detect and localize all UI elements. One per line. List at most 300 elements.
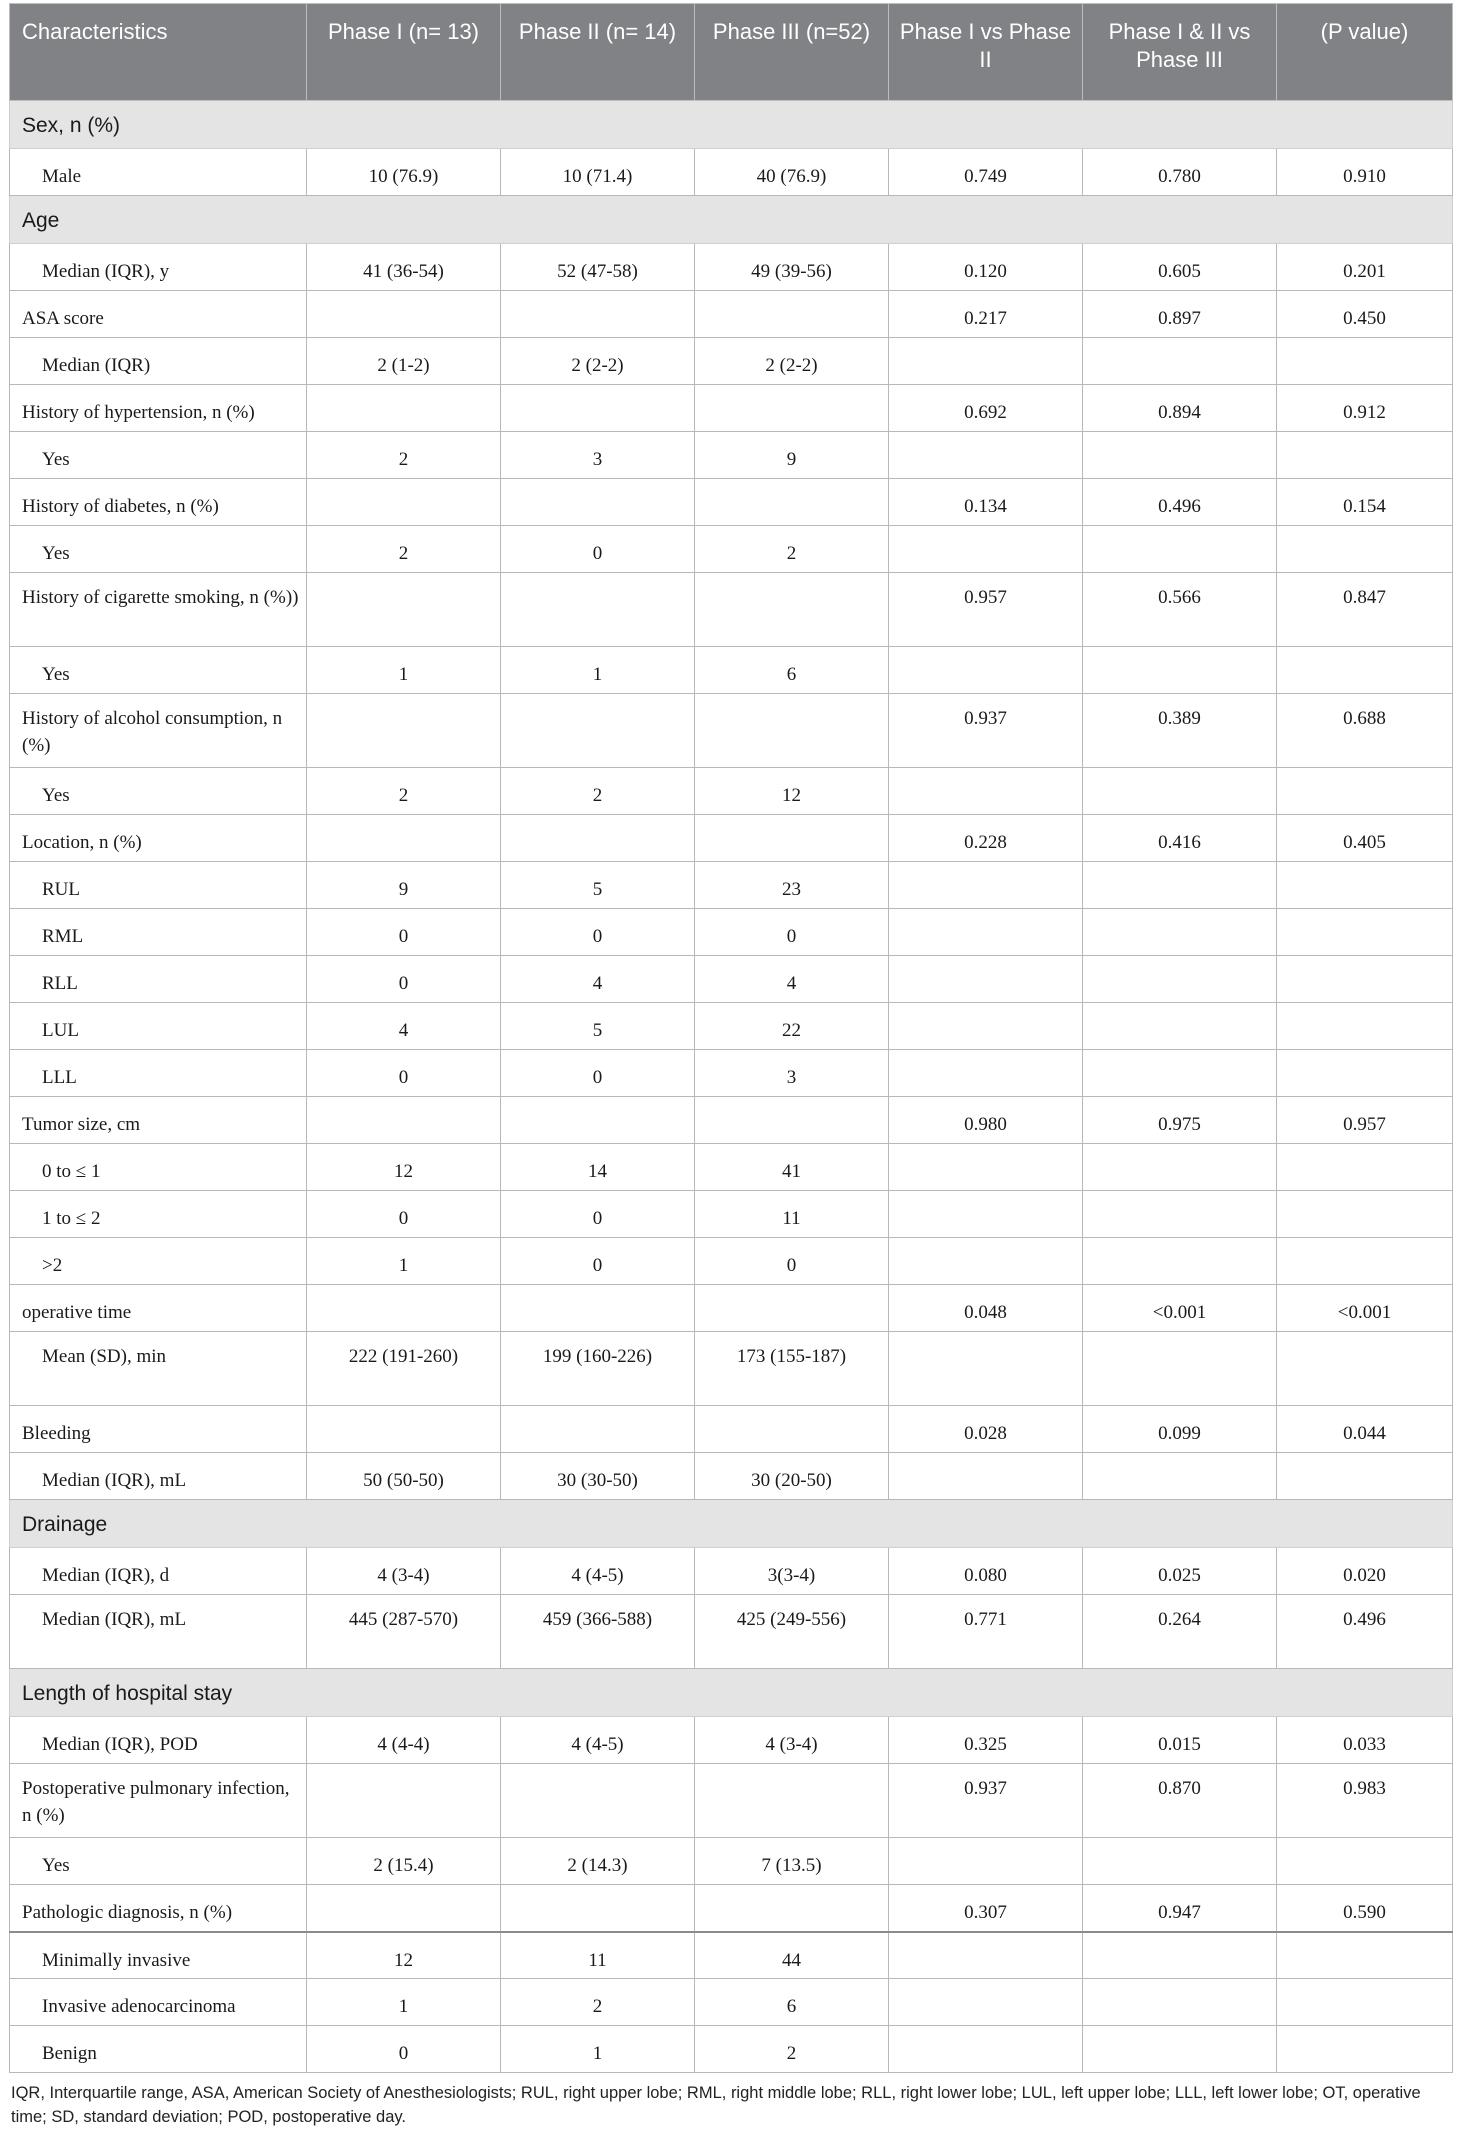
table-row (10, 1717, 1453, 1764)
table-cell: 0.325 (889, 1717, 1083, 1764)
group-header-row (10, 101, 1453, 149)
group-label: Sex, n (%) (10, 101, 1453, 149)
table-cell (307, 694, 501, 768)
table-cell: 5 (501, 1003, 695, 1050)
row-label: Tumor size, cm (10, 1097, 307, 1144)
table-cell: 2 (15.4) (307, 1838, 501, 1885)
table-row (10, 1332, 1453, 1406)
table-cell: 9 (307, 862, 501, 909)
table-cell: 425 (249-556) (695, 1595, 889, 1669)
table-cell (1277, 1838, 1453, 1885)
table-cell: 3 (501, 432, 695, 479)
table-row (10, 479, 1453, 526)
row-label: Yes (10, 526, 307, 573)
table-cell: 52 (47-58) (501, 244, 695, 291)
table-cell: 0 (307, 956, 501, 1003)
table-row (10, 1979, 1453, 2026)
table-cell (889, 1238, 1083, 1285)
table-cell (695, 1285, 889, 1332)
table-cell: 44 (695, 1932, 889, 1979)
table-cell: 0.201 (1277, 244, 1453, 291)
table-cell (695, 1097, 889, 1144)
table-cell: 0.910 (1277, 149, 1453, 196)
table-cell: 41 (36-54) (307, 244, 501, 291)
table-cell (1277, 1932, 1453, 1979)
table-cell: 0.749 (889, 149, 1083, 196)
table-cell: 0.894 (1083, 385, 1277, 432)
table-cell (307, 815, 501, 862)
table-cell: 0 (695, 1238, 889, 1285)
table-cell: 0.771 (889, 1595, 1083, 1669)
row-label: LLL (10, 1050, 307, 1097)
table-cell: 2 (307, 768, 501, 815)
table-cell (1277, 1003, 1453, 1050)
table-cell: 0.264 (1083, 1595, 1277, 1669)
header-phase12-vs-phase3: Phase I & II vs Phase III (1083, 4, 1277, 101)
table-cell: 6 (695, 647, 889, 694)
table-cell (1277, 862, 1453, 909)
table-cell: 1 (307, 1979, 501, 2026)
header-phase-3: Phase III (n=52) (695, 4, 889, 101)
table-cell: 12 (307, 1144, 501, 1191)
table-cell (1277, 1979, 1453, 2026)
table-cell: 0 (501, 526, 695, 573)
table-cell: 10 (71.4) (501, 149, 695, 196)
table-header-row (10, 4, 1453, 101)
table-cell: 0.217 (889, 291, 1083, 338)
header-p-value: (P value) (1277, 4, 1453, 101)
table-cell (1277, 2026, 1453, 2073)
table-cell (889, 526, 1083, 573)
table-cell: 12 (695, 768, 889, 815)
table-cell (889, 1932, 1083, 1979)
table-body (10, 101, 1453, 2073)
table-cell: <0.001 (1083, 1285, 1277, 1332)
table-cell (695, 479, 889, 526)
table-cell: 0.897 (1083, 291, 1277, 338)
table-cell: 11 (501, 1932, 695, 1979)
row-label: LUL (10, 1003, 307, 1050)
table-cell: 0.048 (889, 1285, 1083, 1332)
table-cell: 0.566 (1083, 573, 1277, 647)
table-row (10, 909, 1453, 956)
table-cell: 0.044 (1277, 1406, 1453, 1453)
table-row (10, 1003, 1453, 1050)
row-label: 0 to ≤ 1 (10, 1144, 307, 1191)
row-label: Location, n (%) (10, 815, 307, 862)
table-cell (1277, 647, 1453, 694)
table-cell: 459 (366-588) (501, 1595, 695, 1669)
row-label: Median (IQR), mL (10, 1595, 307, 1669)
table-cell: 0.228 (889, 815, 1083, 862)
table-cell: 0.957 (889, 573, 1083, 647)
table-cell (1083, 432, 1277, 479)
table-cell: 7 (13.5) (695, 1838, 889, 1885)
header-phase-1: Phase I (n= 13) (307, 4, 501, 101)
table-cell: 11 (695, 1191, 889, 1238)
table-cell: 50 (50-50) (307, 1453, 501, 1500)
table-cell: 2 (695, 2026, 889, 2073)
table-cell: 3 (695, 1050, 889, 1097)
table-cell: 0.033 (1277, 1717, 1453, 1764)
row-label: Benign (10, 2026, 307, 2073)
table-cell: 2 (695, 526, 889, 573)
table-cell: 0.496 (1083, 479, 1277, 526)
table-cell: 0.099 (1083, 1406, 1277, 1453)
header-characteristics: Characteristics (10, 4, 307, 101)
table-cell: 0.870 (1083, 1764, 1277, 1838)
header-phase1-vs-phase2: Phase I vs Phase II (889, 4, 1083, 101)
row-label: Median (IQR) (10, 338, 307, 385)
table-row (10, 1097, 1453, 1144)
table-row (10, 244, 1453, 291)
table-cell (889, 647, 1083, 694)
table-cell: 0.590 (1277, 1885, 1453, 1932)
table-cell (889, 1332, 1083, 1406)
table-row (10, 768, 1453, 815)
table-cell: 4 (3-4) (695, 1717, 889, 1764)
table-cell: 1 (307, 1238, 501, 1285)
table-cell: 40 (76.9) (695, 149, 889, 196)
table-cell (307, 1097, 501, 1144)
table-cell: 0.692 (889, 385, 1083, 432)
table-cell (1083, 1191, 1277, 1238)
table-cell (889, 1003, 1083, 1050)
table-cell: 41 (695, 1144, 889, 1191)
table-cell (307, 1406, 501, 1453)
table-cell (695, 291, 889, 338)
table-cell (1083, 1838, 1277, 1885)
table-row (10, 647, 1453, 694)
table-cell (889, 1838, 1083, 1885)
table-cell (307, 291, 501, 338)
table-row (10, 1838, 1453, 1885)
table-cell (889, 1050, 1083, 1097)
table-cell (501, 694, 695, 768)
table-cell: 199 (160-226) (501, 1332, 695, 1406)
table-cell (695, 1764, 889, 1838)
table-cell (1277, 1453, 1453, 1500)
row-label: History of cigarette smoking, n (%)) (10, 573, 307, 647)
table-cell: 0.947 (1083, 1885, 1277, 1932)
table-cell: 23 (695, 862, 889, 909)
table-cell (1277, 1191, 1453, 1238)
table-cell (307, 385, 501, 432)
table-row (10, 338, 1453, 385)
table-cell: 0.015 (1083, 1717, 1277, 1764)
table-cell (889, 338, 1083, 385)
table-row (10, 1191, 1453, 1238)
table-cell (501, 1764, 695, 1838)
table-cell: 173 (155-187) (695, 1332, 889, 1406)
table-cell: 445 (287-570) (307, 1595, 501, 1669)
table-cell: 0.450 (1277, 291, 1453, 338)
table-cell: 4 (4-5) (501, 1717, 695, 1764)
table-cell (1083, 647, 1277, 694)
table-cell: 1 (501, 2026, 695, 2073)
table-cell (501, 291, 695, 338)
table-row (10, 2026, 1453, 2073)
group-label: Drainage (10, 1500, 1453, 1548)
table-cell: 0 (501, 909, 695, 956)
table-cell (1083, 1238, 1277, 1285)
table-cell (1277, 909, 1453, 956)
table-cell (501, 573, 695, 647)
table-cell: 0.847 (1277, 573, 1453, 647)
table-row (10, 1548, 1453, 1595)
table-cell: 0.025 (1083, 1548, 1277, 1595)
table-cell (889, 956, 1083, 1003)
table-cell: 0.937 (889, 694, 1083, 768)
table-cell: 10 (76.9) (307, 149, 501, 196)
table-cell (1083, 2026, 1277, 2073)
table-cell (307, 1285, 501, 1332)
row-label: 1 to ≤ 2 (10, 1191, 307, 1238)
table-cell (1277, 338, 1453, 385)
table-cell (1277, 1144, 1453, 1191)
table-row (10, 1285, 1453, 1332)
table-row (10, 1238, 1453, 1285)
table-row (10, 1050, 1453, 1097)
table-cell (1083, 862, 1277, 909)
table-cell: 5 (501, 862, 695, 909)
table-cell (1083, 1453, 1277, 1500)
table-cell: 30 (30-50) (501, 1453, 695, 1500)
group-header-row (10, 1500, 1453, 1548)
table-cell: 0 (307, 2026, 501, 2073)
row-label: History of alcohol consumption, n (%) (10, 694, 307, 768)
row-label: Yes (10, 647, 307, 694)
table-cell: 0.605 (1083, 244, 1277, 291)
table-cell (501, 815, 695, 862)
table-row (10, 1406, 1453, 1453)
table-row (10, 1595, 1453, 1669)
table-row (10, 149, 1453, 196)
characteristics-table (9, 3, 1453, 2073)
table-row (10, 1453, 1453, 1500)
table-row (10, 526, 1453, 573)
table-cell: 2 (2-2) (501, 338, 695, 385)
table-row (10, 1932, 1453, 1979)
row-label: Median (IQR), y (10, 244, 307, 291)
table-cell: 0 (501, 1238, 695, 1285)
table-cell (889, 768, 1083, 815)
table-cell: 0 (307, 1191, 501, 1238)
table-row (10, 573, 1453, 647)
table-row (10, 1885, 1453, 1932)
table-cell: 0.405 (1277, 815, 1453, 862)
row-label: History of hypertension, n (%) (10, 385, 307, 432)
table-row (10, 432, 1453, 479)
table-cell: 2 (307, 432, 501, 479)
table-cell: 0.980 (889, 1097, 1083, 1144)
table-cell (1083, 768, 1277, 815)
group-label: Age (10, 196, 1453, 244)
table-cell: 49 (39-56) (695, 244, 889, 291)
table-cell: 222 (191-260) (307, 1332, 501, 1406)
table-cell: 2 (307, 526, 501, 573)
table-cell: 0 (307, 1050, 501, 1097)
table-cell: 0.975 (1083, 1097, 1277, 1144)
table-cell (1083, 1332, 1277, 1406)
table-cell: 0 (501, 1050, 695, 1097)
characteristics-table-container (9, 3, 1452, 2129)
table-cell: 0.912 (1277, 385, 1453, 432)
table-cell: 0.937 (889, 1764, 1083, 1838)
table-cell (307, 1764, 501, 1838)
table-cell: 4 (4-4) (307, 1717, 501, 1764)
table-cell: 0.416 (1083, 815, 1277, 862)
table-cell (695, 815, 889, 862)
table-cell (695, 694, 889, 768)
table-cell (1083, 956, 1277, 1003)
table-cell: 0.496 (1277, 1595, 1453, 1669)
table-cell: 0.688 (1277, 694, 1453, 768)
row-label: Median (IQR), mL (10, 1453, 307, 1500)
table-cell: 14 (501, 1144, 695, 1191)
row-label: operative time (10, 1285, 307, 1332)
table-row (10, 956, 1453, 1003)
row-label: Median (IQR), d (10, 1548, 307, 1595)
table-cell: 2 (501, 768, 695, 815)
table-cell: 4 (695, 956, 889, 1003)
table-cell: 0 (307, 909, 501, 956)
row-label: RLL (10, 956, 307, 1003)
table-cell: 2 (14.3) (501, 1838, 695, 1885)
table-cell (307, 1885, 501, 1932)
table-cell: 9 (695, 432, 889, 479)
table-row (10, 815, 1453, 862)
table-cell (1083, 1003, 1277, 1050)
group-header-row (10, 1669, 1453, 1717)
table-cell: 0 (695, 909, 889, 956)
table-cell (695, 1885, 889, 1932)
table-cell (1083, 1144, 1277, 1191)
table-cell: 0.134 (889, 479, 1083, 526)
table-cell (889, 862, 1083, 909)
table-cell (1083, 1050, 1277, 1097)
row-label: RML (10, 909, 307, 956)
row-label: Minimally invasive (10, 1932, 307, 1979)
table-cell (889, 1144, 1083, 1191)
table-cell (501, 1885, 695, 1932)
table-cell: 4 (307, 1003, 501, 1050)
row-label: ASA score (10, 291, 307, 338)
table-cell: 0 (501, 1191, 695, 1238)
table-cell: 4 (3-4) (307, 1548, 501, 1595)
row-label: Yes (10, 768, 307, 815)
table-row (10, 1764, 1453, 1838)
table-cell (307, 479, 501, 526)
table-cell (501, 385, 695, 432)
table-cell: 1 (501, 647, 695, 694)
table-cell (889, 432, 1083, 479)
table-cell (889, 1191, 1083, 1238)
table-cell: 0.389 (1083, 694, 1277, 768)
table-cell (889, 909, 1083, 956)
table-row (10, 291, 1453, 338)
table-cell (1277, 1050, 1453, 1097)
table-cell: 2 (1-2) (307, 338, 501, 385)
row-label: Male (10, 149, 307, 196)
table-cell (1083, 526, 1277, 573)
table-cell (1083, 909, 1277, 956)
row-label: Postoperative pulmonary infection, n (%) (10, 1764, 307, 1838)
table-cell: 0.120 (889, 244, 1083, 291)
table-cell (889, 1453, 1083, 1500)
row-label: Pathologic diagnosis, n (%) (10, 1885, 307, 1932)
table-cell (889, 1979, 1083, 2026)
row-label: Mean (SD), min (10, 1332, 307, 1406)
table-cell (1277, 768, 1453, 815)
table-row (10, 385, 1453, 432)
table-cell: 0.983 (1277, 1764, 1453, 1838)
table-cell (1083, 1979, 1277, 2026)
table-cell: 4 (4-5) (501, 1548, 695, 1595)
table-cell (1277, 1238, 1453, 1285)
table-cell (889, 2026, 1083, 2073)
row-label: >2 (10, 1238, 307, 1285)
table-cell (1277, 526, 1453, 573)
table-cell: 0.028 (889, 1406, 1083, 1453)
table-cell: 2 (2-2) (695, 338, 889, 385)
row-label: RUL (10, 862, 307, 909)
row-label: Bleeding (10, 1406, 307, 1453)
row-label: History of diabetes, n (%) (10, 479, 307, 526)
row-label: Invasive adenocarcinoma (10, 1979, 307, 2026)
table-cell (307, 573, 501, 647)
table-cell: 6 (695, 1979, 889, 2026)
table-cell (501, 1097, 695, 1144)
table-cell (1277, 432, 1453, 479)
table-cell: 0.780 (1083, 149, 1277, 196)
table-footnote: IQR, Interquartile range, ASA, American Society of Anesthesiologists; RUL, right upper lobe; RML, right middle lobe; RLL, right lower lobe; LUL, left upper lobe; LLL, left lower lobe; OT, operative time; SD, standard deviation; POD, postoperative day. (11, 2084, 1421, 2126)
table-cell (1083, 338, 1277, 385)
table-cell: <0.001 (1277, 1285, 1453, 1332)
table-cell: 0.080 (889, 1548, 1083, 1595)
table-cell (1277, 1332, 1453, 1406)
table-cell: 0.957 (1277, 1097, 1453, 1144)
table-cell: 2 (501, 1979, 695, 2026)
table-row (10, 694, 1453, 768)
table-row (10, 1144, 1453, 1191)
table-cell (1277, 956, 1453, 1003)
group-label: Length of hospital stay (10, 1669, 1453, 1717)
table-cell (501, 1285, 695, 1332)
row-label: Yes (10, 432, 307, 479)
table-cell (501, 1406, 695, 1453)
table-cell: 0.154 (1277, 479, 1453, 526)
table-cell (1083, 1932, 1277, 1979)
group-header-row (10, 196, 1453, 244)
table-cell (695, 385, 889, 432)
table-cell: 12 (307, 1932, 501, 1979)
row-label: Median (IQR), POD (10, 1717, 307, 1764)
row-label: Yes (10, 1838, 307, 1885)
table-cell: 0.020 (1277, 1548, 1453, 1595)
table-cell: 4 (501, 956, 695, 1003)
table-cell (695, 573, 889, 647)
table-cell: 3(3-4) (695, 1548, 889, 1595)
table-cell: 30 (20-50) (695, 1453, 889, 1500)
header-phase-2: Phase II (n= 14) (501, 4, 695, 101)
table-cell: 0.307 (889, 1885, 1083, 1932)
table-cell: 22 (695, 1003, 889, 1050)
table-row (10, 862, 1453, 909)
table-cell: 1 (307, 647, 501, 694)
table-cell (501, 479, 695, 526)
table-cell (695, 1406, 889, 1453)
